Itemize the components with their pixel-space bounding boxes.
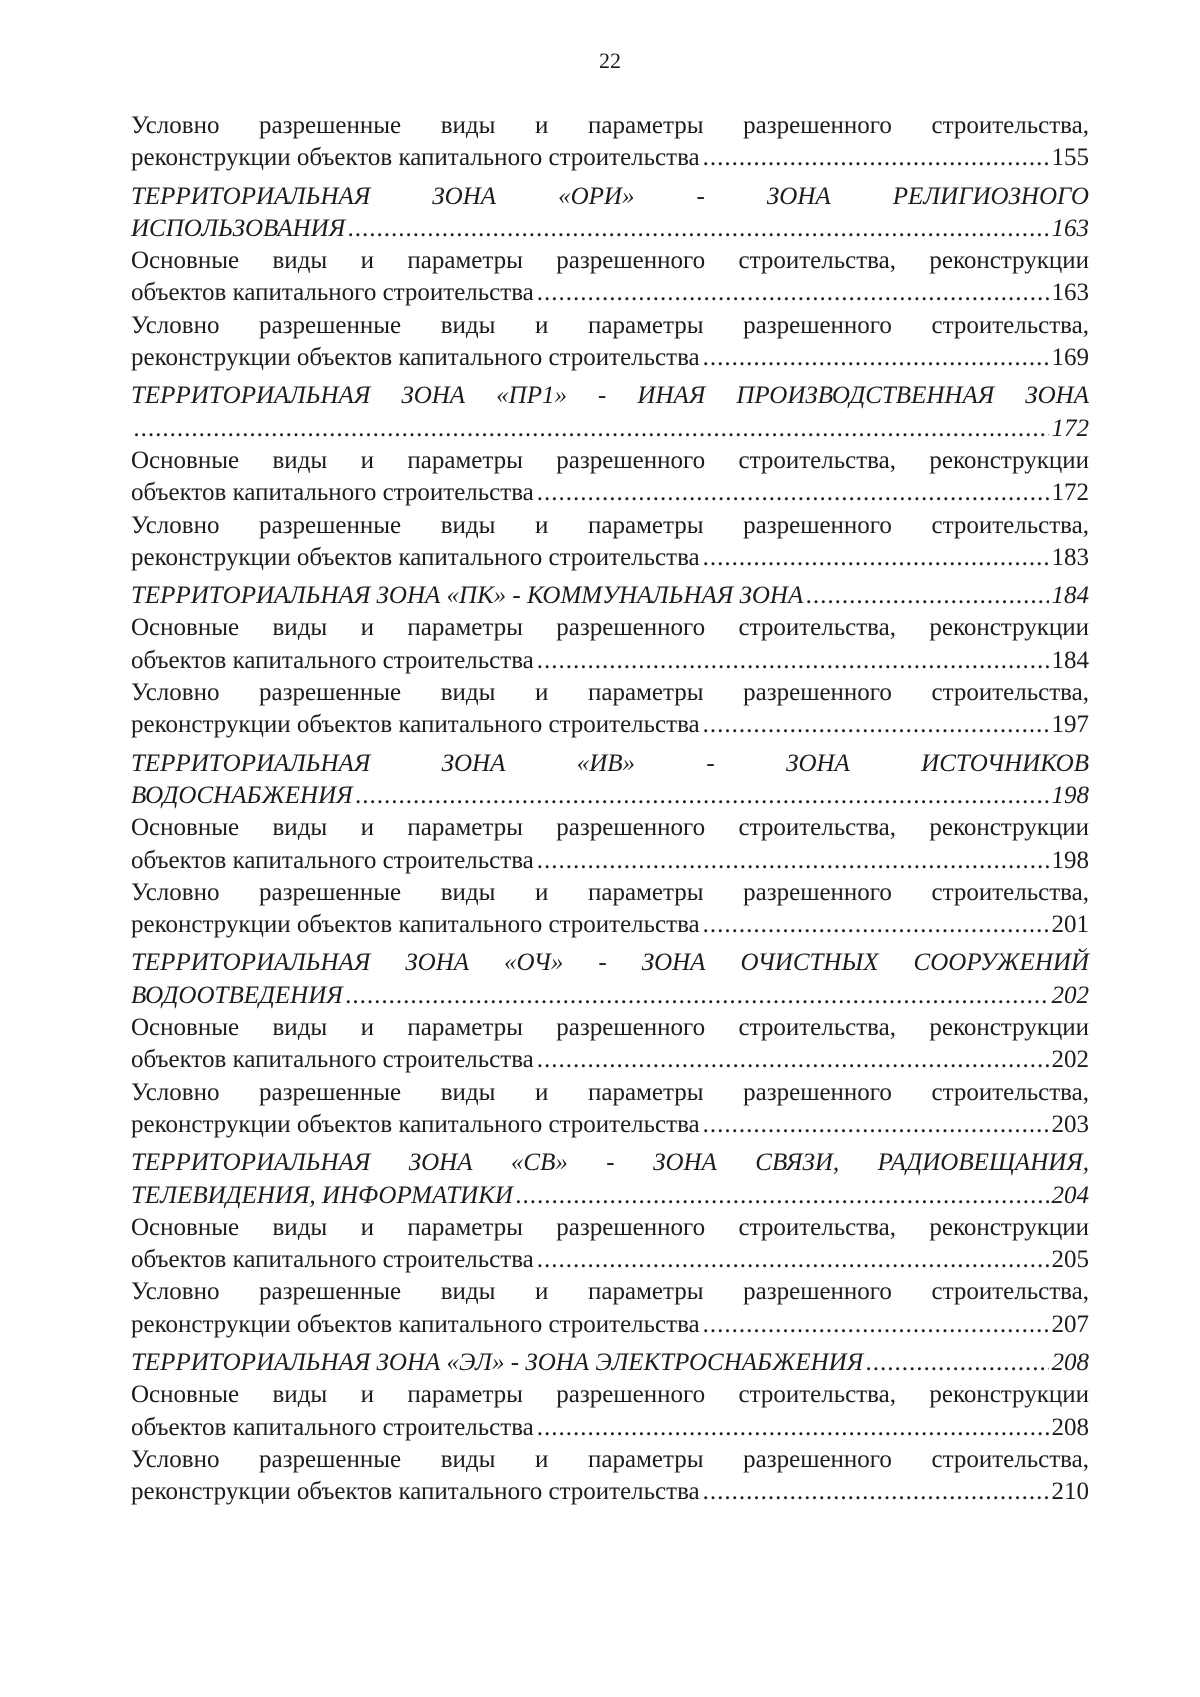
toc-page-number: 207 — [1051, 1310, 1089, 1338]
toc-entry-leader-line — [131, 709, 1089, 741]
toc-entry-leader-line — [131, 1412, 1089, 1444]
toc-entry-line: Условно разрешенные виды и параметры разрешенного строительства, — [131, 1445, 1089, 1473]
toc-entry[interactable] — [131, 877, 1089, 942]
toc-entry-title: объектов капитального строительства — [131, 1046, 534, 1074]
toc-zone-heading[interactable] — [131, 748, 1089, 813]
toc-page-number: 184 — [1051, 582, 1089, 610]
toc-entry[interactable] — [131, 1012, 1089, 1077]
toc-entry-line: Условно разрешенные виды и параметры разрешенного строительства, — [131, 1078, 1089, 1106]
toc-section — [131, 947, 1089, 1141]
toc-entry-title: реконструкции объектов капитального строительства — [131, 1110, 700, 1138]
toc-section — [131, 181, 1089, 375]
toc-entry-leader-line — [131, 1347, 1089, 1379]
toc-entry-title: ТЕРРИТОРИАЛЬНАЯ ЗОНА «ПК» - КОММУНАЛЬНАЯ ЗОНА — [131, 582, 804, 610]
toc-entry-leader-line — [131, 413, 1089, 445]
toc-entry-line: Основные виды и параметры разрешенного строительства, реконструкции — [131, 1381, 1089, 1409]
toc-page-number: 155 — [1051, 144, 1089, 172]
dot-leader — [703, 1109, 1049, 1141]
toc-entry[interactable] — [131, 510, 1089, 575]
toc-entry[interactable] — [131, 1212, 1089, 1277]
toc-entry-title: реконструкции объектов капитального строительства — [131, 911, 700, 939]
toc-entry-line: Условно разрешенные виды и параметры разрешенного строительства, — [131, 112, 1089, 139]
toc-entry-line: Условно разрешенные виды и параметры разрешенного строительства, — [131, 511, 1089, 539]
toc-entry-title: реконструкции объектов капитального строительства — [131, 144, 700, 172]
toc-entry-leader-line — [131, 845, 1089, 877]
table-of-contents — [131, 110, 1089, 1508]
toc-page-number: 208 — [1051, 1348, 1089, 1376]
toc-page-number: 202 — [1051, 981, 1089, 1009]
toc-page-number: 163 — [1051, 279, 1089, 307]
toc-entry[interactable] — [131, 812, 1089, 877]
toc-entry[interactable] — [131, 110, 1089, 175]
toc-entry-title: ВОДОСНАБЖЕНИЯ — [131, 781, 353, 809]
dot-leader — [703, 342, 1049, 374]
toc-entry[interactable] — [131, 310, 1089, 375]
toc-entry-line: Условно разрешенные виды и параметры разрешенного строительства, — [131, 1278, 1089, 1306]
toc-entry-line: Основные виды и параметры разрешенного строительства, реконструкции — [131, 1213, 1089, 1241]
toc-section — [131, 1347, 1089, 1508]
toc-entry-line: Основные виды и параметры разрешенного строительства, реконструкции — [131, 1014, 1089, 1042]
dot-leader — [703, 1476, 1049, 1508]
dot-leader — [516, 1180, 1049, 1212]
toc-entry-line: Условно разрешенные виды и параметры разрешенного строительства, — [131, 679, 1089, 707]
toc-entry-title: ТЕЛЕВИДЕНИЯ, ИНФОРМАТИКИ — [131, 1181, 513, 1209]
dot-leader — [134, 413, 1049, 445]
toc-page-number: 204 — [1051, 1181, 1089, 1209]
toc-entry[interactable] — [131, 612, 1089, 677]
dot-leader — [703, 542, 1049, 574]
toc-page-number: 198 — [1051, 781, 1089, 809]
dot-leader — [348, 213, 1048, 245]
toc-page-number: 210 — [1051, 1478, 1089, 1506]
dot-leader — [356, 780, 1049, 812]
toc-section — [131, 110, 1089, 175]
toc-entry-leader-line — [131, 542, 1089, 574]
toc-entry[interactable] — [131, 1276, 1089, 1341]
dot-leader — [537, 477, 1049, 509]
toc-page-number: 184 — [1051, 646, 1089, 674]
toc-entry-leader-line — [131, 277, 1089, 309]
toc-page-number: 205 — [1051, 1246, 1089, 1274]
toc-zone-heading[interactable] — [131, 580, 1089, 612]
toc-entry[interactable] — [131, 677, 1089, 742]
toc-entry-leader-line — [131, 580, 1089, 612]
toc-page-number: 201 — [1051, 911, 1089, 939]
toc-entry-title: ВОДООТВЕДЕНИЯ — [131, 981, 343, 1009]
dot-leader — [537, 845, 1049, 877]
dot-leader — [537, 645, 1049, 677]
toc-page-number: 169 — [1051, 344, 1089, 372]
toc-entry-title: реконструкции объектов капитального строительства — [131, 543, 700, 571]
toc-entry-line: Условно разрешенные виды и параметры разрешенного строительства, — [131, 878, 1089, 906]
toc-page-number: 172 — [1051, 479, 1089, 507]
toc-entry-leader-line — [131, 1309, 1089, 1341]
toc-entry-line: Основные виды и параметры разрешенного строительства, реконструкции — [131, 446, 1089, 474]
toc-entry-leader-line — [131, 342, 1089, 374]
toc-entry-title: ИСПОЛЬЗОВАНИЯ — [131, 214, 346, 242]
toc-page-number: 172 — [1051, 414, 1089, 442]
toc-page-number: 163 — [1051, 214, 1089, 242]
toc-entry-line: Основные виды и параметры разрешенного строительства, реконструкции — [131, 814, 1089, 842]
dot-leader — [703, 909, 1049, 941]
toc-entry-leader-line — [131, 213, 1089, 245]
toc-entry[interactable] — [131, 1444, 1089, 1509]
toc-entry-title: реконструкции объектов капитального строительства — [131, 711, 700, 739]
toc-entry[interactable] — [131, 1379, 1089, 1444]
toc-entry-leader-line — [131, 1244, 1089, 1276]
toc-zone-heading[interactable] — [131, 1347, 1089, 1379]
dot-leader — [537, 1044, 1049, 1076]
toc-zone-heading[interactable] — [131, 181, 1089, 246]
toc-entry-line: Основные виды и параметры разрешенного строительства, реконструкции — [131, 247, 1089, 275]
toc-entry-leader-line — [131, 1109, 1089, 1141]
toc-entry-line: Основные виды и параметры разрешенного строительства, реконструкции — [131, 614, 1089, 642]
toc-section — [131, 580, 1089, 741]
toc-entry-line: Условно разрешенные виды и параметры разрешенного строительства, — [131, 311, 1089, 339]
toc-entry-line: ТЕРРИТОРИАЛЬНАЯ ЗОНА «ОЧ» - ЗОНА ОЧИСТНЫХ СООРУЖЕНИЙ — [131, 949, 1089, 977]
toc-section — [131, 1147, 1089, 1341]
toc-entry-leader-line — [131, 1180, 1089, 1212]
toc-entry-leader-line — [131, 1044, 1089, 1076]
toc-section — [131, 748, 1089, 942]
page-number: 22 — [599, 48, 621, 73]
toc-zone-heading[interactable] — [131, 380, 1089, 445]
dot-leader — [537, 1412, 1049, 1444]
toc-entry-leader-line — [131, 980, 1089, 1012]
toc-page-number: 208 — [1051, 1413, 1089, 1441]
dot-leader — [346, 980, 1049, 1012]
toc-entry-title: объектов капитального строительства — [131, 646, 534, 674]
toc-entry-title: реконструкции объектов капитального строительства — [131, 344, 700, 372]
toc-entry-title: реконструкции объектов капитального строительства — [131, 1478, 700, 1506]
toc-entry-leader-line — [131, 780, 1089, 812]
toc-entry-title: объектов капитального строительства — [131, 1246, 534, 1274]
toc-entry-title: объектов капитального строительства — [131, 279, 534, 307]
toc-entry[interactable] — [131, 245, 1089, 310]
toc-entry-line: ТЕРРИТОРИАЛЬНАЯ ЗОНА «ИВ» - ЗОНА ИСТОЧНИКОВ — [131, 749, 1089, 777]
toc-page-number: 197 — [1051, 711, 1089, 739]
toc-zone-heading[interactable] — [131, 947, 1089, 1012]
dot-leader — [703, 709, 1049, 741]
toc-section — [131, 380, 1089, 574]
toc-entry-line: ТЕРРИТОРИАЛЬНАЯ ЗОНА «ОРИ» - ЗОНА РЕЛИГИОЗНОГО — [131, 182, 1089, 210]
dot-leader — [703, 142, 1049, 174]
toc-entry-leader-line — [131, 142, 1089, 174]
toc-zone-heading[interactable] — [131, 1147, 1089, 1212]
toc-entry[interactable] — [131, 1077, 1089, 1142]
toc-entry-title: ТЕРРИТОРИАЛЬНАЯ ЗОНА «ЭЛ» - ЗОНА ЭЛЕКТРОСНАБЖЕНИЯ — [131, 1348, 864, 1376]
toc-entry-title: объектов капитального строительства — [131, 846, 534, 874]
toc-entry[interactable] — [131, 445, 1089, 510]
dot-leader — [537, 277, 1049, 309]
dot-leader — [537, 1244, 1049, 1276]
dot-leader — [866, 1347, 1048, 1379]
toc-entry-title: реконструкции объектов капитального строительства — [131, 1310, 700, 1338]
toc-entry-line: ТЕРРИТОРИАЛЬНАЯ ЗОНА «ПР1» - ИНАЯ ПРОИЗВОДСТВЕННАЯ ЗОНА — [131, 382, 1089, 410]
toc-entry-title: объектов капитального строительства — [131, 479, 534, 507]
toc-page-number: 202 — [1051, 1046, 1089, 1074]
toc-entry-leader-line — [131, 1476, 1089, 1508]
toc-entry-leader-line — [131, 477, 1089, 509]
dot-leader — [703, 1309, 1049, 1341]
dot-leader — [806, 580, 1048, 612]
toc-entry-title: объектов капитального строительства — [131, 1413, 534, 1441]
toc-entry-leader-line — [131, 645, 1089, 677]
toc-page-number: 203 — [1051, 1110, 1089, 1138]
toc-entry-leader-line — [131, 909, 1089, 941]
toc-page-number: 183 — [1051, 543, 1089, 571]
toc-page-number: 198 — [1051, 846, 1089, 874]
toc-entry-line: ТЕРРИТОРИАЛЬНАЯ ЗОНА «СВ» - ЗОНА СВЯЗИ, РАДИОВЕЩАНИЯ, — [131, 1149, 1089, 1177]
